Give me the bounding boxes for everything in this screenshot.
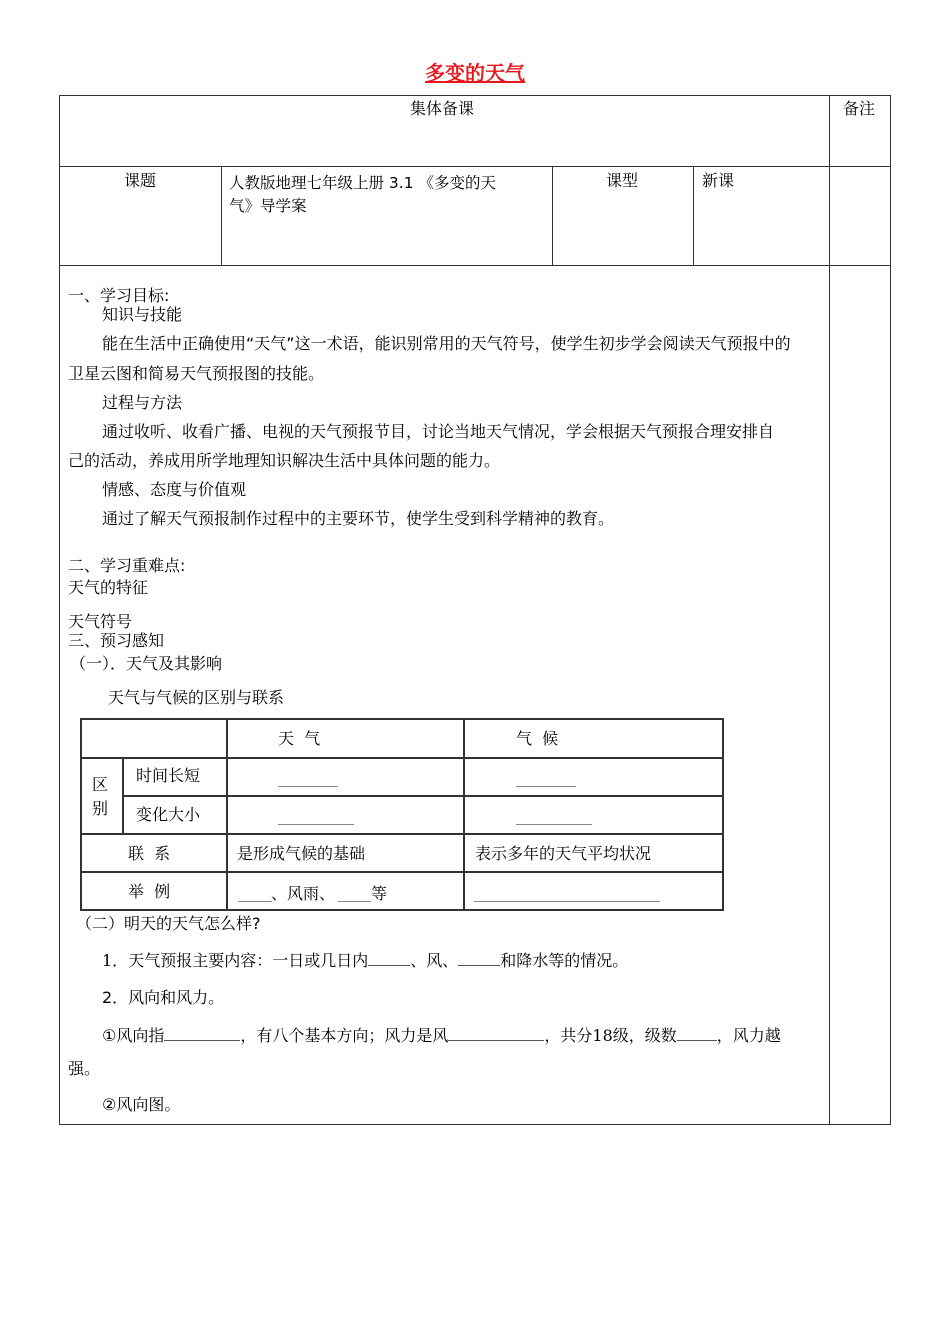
type-value: 新课 <box>702 171 735 190</box>
question-1-number: 1． <box>102 951 129 970</box>
table-border-left <box>59 95 60 1125</box>
section-2-heading: 二、学习重难点: <box>68 556 186 575</box>
header-collective-prep: 集体备课 <box>410 99 475 118</box>
subsection-1-heading: （一）．天气及其影响 <box>70 654 223 673</box>
compare-row-time: 时间长短 <box>136 766 201 785</box>
document-title: 多变的天气 <box>425 61 525 85</box>
process-method-line-1: 通过收听、收看广播、电视的天气预报节目，讨论当地天气情况，学会根据天气预报合理安排自 <box>102 422 775 441</box>
question-1-text-c: 和降水等的情况。 <box>500 951 629 970</box>
compare-link-weather: 是形成气候的基础 <box>237 844 366 863</box>
compare-border-group <box>122 757 124 835</box>
table-border-bottom <box>59 1124 891 1125</box>
blank-time-climate <box>516 786 576 787</box>
blank-q3-2 <box>448 1026 544 1041</box>
compare-border-2 <box>122 795 724 797</box>
topic-line-2: 气》导学案 <box>229 197 307 215</box>
topic-label: 课题 <box>124 171 157 190</box>
compare-group-label-2: 别 <box>92 799 109 818</box>
section-3-heading: 三、预习感知 <box>68 631 165 650</box>
compare-border-4 <box>80 871 724 873</box>
compare-border-3 <box>80 833 724 835</box>
process-method-line-2: 己的活动，养成用所学地理知识解决生活中具体问题的能力。 <box>68 451 501 470</box>
table-border-info3 <box>693 166 694 266</box>
blank-q1-2 <box>458 951 500 966</box>
question-3-number: 18 <box>592 1026 613 1045</box>
question-3-line-1 <box>102 1026 781 1046</box>
emotion-values-line: 通过了解天气预报制作过程中的主要环节，使学生受到科学精神的教育。 <box>102 509 615 528</box>
key-point-1: 天气的特征 <box>68 578 149 597</box>
compare-border-col2 <box>463 718 465 911</box>
question-1-text-a: 天气预报主要内容：一日或几日内 <box>128 951 369 970</box>
compare-row-change: 变化大小 <box>136 805 201 824</box>
type-label: 课型 <box>606 171 639 190</box>
table-border-notes <box>829 95 830 1125</box>
section-1-heading: 一、学习目标: <box>68 286 170 305</box>
knowledge-skill-title: 知识与技能 <box>102 305 183 324</box>
blank-example-2 <box>338 901 371 902</box>
compare-example-sep-2: 等 <box>371 884 388 903</box>
topic-line-1: 人教版地理七年级上册 3.1 《多变的天 <box>229 174 497 192</box>
compare-example-sep-1: 、风雨、 <box>271 884 336 903</box>
question-3-text-c: ，共分 <box>544 1026 593 1045</box>
table-border-row2 <box>59 265 891 266</box>
compare-header-climate: 气 候 <box>516 729 559 748</box>
emotion-values-title: 情感、态度与价值观 <box>102 480 247 499</box>
knowledge-skill-line-1: 能在生活中正确使用“天气”这一术语，能识别常用的天气符号，使学生初步学会阅读天气预报中的 <box>102 334 791 353</box>
blank-time-weather <box>278 786 338 787</box>
table-border-top <box>59 95 891 96</box>
question-3-text-b: ，有八个基本方向；风力是风 <box>240 1026 449 1045</box>
question-3-text-d: 级，级数 <box>612 1026 677 1045</box>
blank-change-climate <box>516 824 592 825</box>
compare-border-top <box>80 718 724 720</box>
compare-row-link: 联 系 <box>128 844 171 863</box>
compare-border-bottom <box>80 909 724 911</box>
table-border-info1 <box>221 166 222 266</box>
compare-link-climate: 表示多年的天气平均状况 <box>475 844 652 863</box>
table-border-right <box>890 95 891 1125</box>
blank-example-1 <box>238 901 272 902</box>
knowledge-skill-line-2: 卫星云图和简易天气预报图的技能。 <box>68 364 325 383</box>
compare-row-example: 举 例 <box>128 882 171 901</box>
table-border-info2 <box>552 166 553 266</box>
table-border-row1 <box>59 166 891 167</box>
question-1-text-b: 、风、 <box>410 951 459 970</box>
key-point-2: 天气符号 <box>68 612 133 631</box>
question-3-line-2: 强。 <box>68 1059 101 1078</box>
blank-q3-1 <box>164 1026 240 1041</box>
header-notes: 备注 <box>843 99 876 118</box>
compare-border-right <box>722 718 724 911</box>
blank-q3-3 <box>677 1026 717 1041</box>
question-3-text-e: ，风力越 <box>716 1026 781 1045</box>
subsection-2-heading: （二）明天的天气怎么样? <box>76 914 261 933</box>
compare-border-col1 <box>226 718 228 911</box>
compare-table-caption: 天气与气候的区别与联系 <box>108 688 285 707</box>
question-1 <box>102 951 628 971</box>
blank-q1-1 <box>368 951 410 966</box>
blank-change-weather <box>278 824 354 825</box>
compare-header-weather: 天 气 <box>278 729 321 748</box>
question-2: 2．风向和风力。 <box>102 988 225 1007</box>
blank-example-climate <box>474 901 660 902</box>
compare-border-1 <box>80 757 724 759</box>
compare-group-label-1: 区 <box>92 775 109 794</box>
process-method-title: 过程与方法 <box>102 393 183 412</box>
question-3-text-a: ①风向指 <box>102 1026 165 1045</box>
question-4: ②风向图。 <box>102 1095 181 1114</box>
compare-border-left <box>80 718 82 911</box>
